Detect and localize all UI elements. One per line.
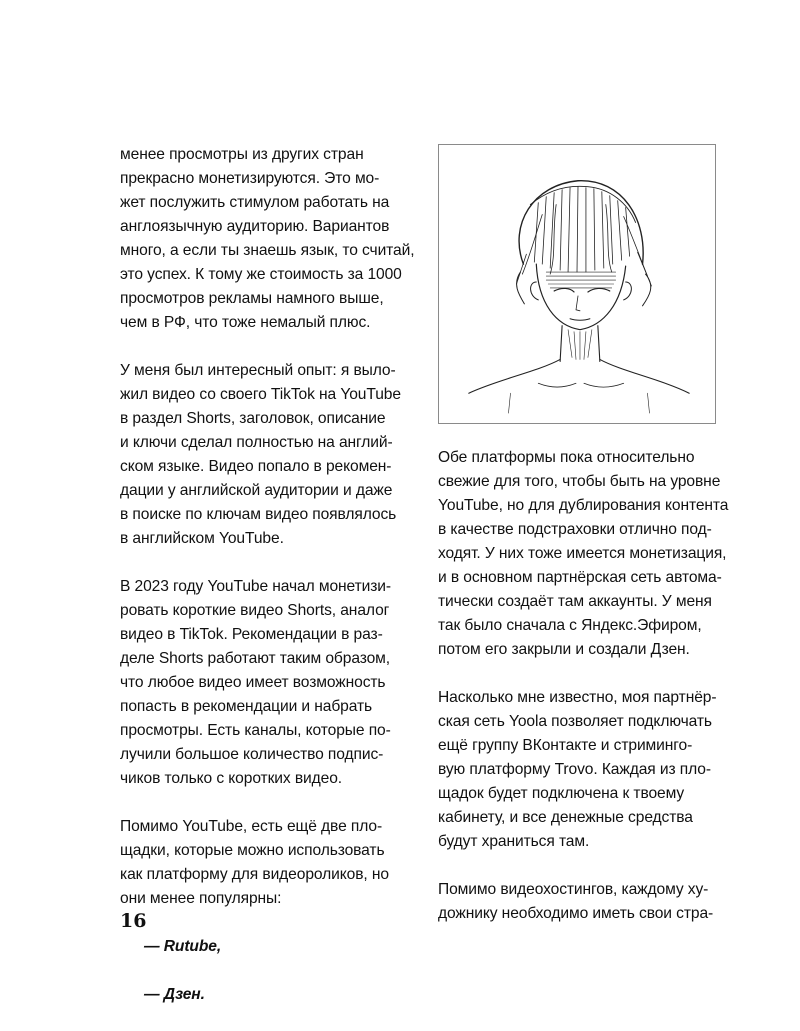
list-item: — Rutube, — [144, 938, 222, 955]
paragraph — [120, 143, 415, 335]
text-line: будут храниться там. — [438, 833, 590, 850]
text-line: лучили большое количество подпис- — [120, 746, 384, 763]
text-line: в поиске по ключам видео появлялось — [120, 506, 397, 523]
left-text-column — [120, 143, 415, 1031]
text-line: менее просмотры из других стран — [120, 146, 364, 163]
text-line: свежие для того, чтобы быть на уровне — [438, 473, 721, 490]
text-line: и в основном партнёрская сеть автома- — [438, 569, 722, 586]
text-line: ском языке. Видео попало в рекомен- — [120, 458, 392, 475]
text-line: чиков только с коротких видео. — [120, 770, 343, 787]
text-line: что любое видео имеет возможность — [120, 674, 386, 691]
paragraph — [438, 446, 728, 662]
page-number: 16 — [120, 910, 147, 932]
text-line: YouTube, но для дублирования контента — [438, 497, 729, 514]
text-line: потом его закрыли и создали Дзен. — [438, 641, 690, 658]
text-line: в английском YouTube. — [120, 530, 284, 547]
text-line: чем в РФ, что тоже немалый плюс. — [120, 314, 371, 331]
text-line: жил видео со своего TikTok на YouTube — [120, 386, 401, 403]
illustration-frame — [438, 144, 716, 424]
text-line: щадки, которые можно использовать — [120, 842, 385, 859]
text-line: это успех. К тому же стоимость за 1000 — [120, 266, 402, 283]
text-line: ская сеть Yoola позволяет подключать — [438, 713, 712, 730]
text-line: англоязычную аудиторию. Вариантов — [120, 218, 390, 235]
paragraph — [438, 686, 728, 854]
text-line: ходят. У них тоже имеется монетизация, — [438, 545, 727, 562]
text-line: В 2023 году YouTube начал монетизи- — [120, 578, 392, 595]
text-line: просмотров рекламы намного выше, — [120, 290, 384, 307]
text-line: ровать короткие видео Shorts, аналог — [120, 602, 390, 619]
text-line: тически создаёт там аккаунты. У меня — [438, 593, 712, 610]
text-line: Помимо YouTube, есть ещё две пло- — [120, 818, 383, 835]
text-line: много, а если ты знаешь язык, то считай, — [120, 242, 415, 259]
text-line: Помимо видеохостингов, каждому ху- — [438, 881, 709, 898]
paragraph — [120, 575, 405, 791]
paragraph — [120, 359, 405, 551]
right-text-column — [438, 446, 728, 950]
text-line: Насколько мне известно, моя партнёр- — [438, 689, 717, 706]
text-line: в качестве подстраховки отлично под- — [438, 521, 712, 538]
text-line: деле Shorts работают таким образом, — [120, 650, 391, 667]
text-line: видео в TikTok. Рекомендации в раз- — [120, 626, 383, 643]
text-line: просмотры. Есть каналы, которые по- — [120, 722, 391, 739]
text-line: как платформу для видеороликов, но — [120, 866, 389, 883]
text-line: жет послужить стимулом работать на — [120, 194, 390, 211]
text-line: щадок будет подключена к твоему — [438, 785, 685, 802]
text-line: прекрасно монетизируются. Это мо- — [120, 170, 380, 187]
paragraph — [120, 815, 405, 911]
text-line: дации у английской аудитории и даже — [120, 482, 393, 499]
list-item: — Дзен. — [144, 986, 205, 1003]
text-line: кабинету, и все денежные средства — [438, 809, 693, 826]
anime-portrait-sketch — [439, 145, 715, 423]
text-line: так было сначала с Яндекс.Эфиром, — [438, 617, 702, 634]
text-line: и ключи сделал полностью на англий- — [120, 434, 393, 451]
text-line: они менее популярны: — [120, 890, 282, 907]
text-line: ещё группу ВКонтакте и стриминго- — [438, 737, 693, 754]
text-line: Обе платформы пока относительно — [438, 449, 695, 466]
text-line: вую платформу Trovo. Каждая из пло- — [438, 761, 711, 778]
paragraph — [438, 878, 728, 926]
text-line: У меня был интересный опыт: я выло- — [120, 362, 396, 379]
text-line: дожнику необходимо иметь свои стра- — [438, 905, 714, 922]
text-line: в раздел Shorts, заголовок, описание — [120, 410, 386, 427]
text-line: попасть в рекомендации и набрать — [120, 698, 373, 715]
